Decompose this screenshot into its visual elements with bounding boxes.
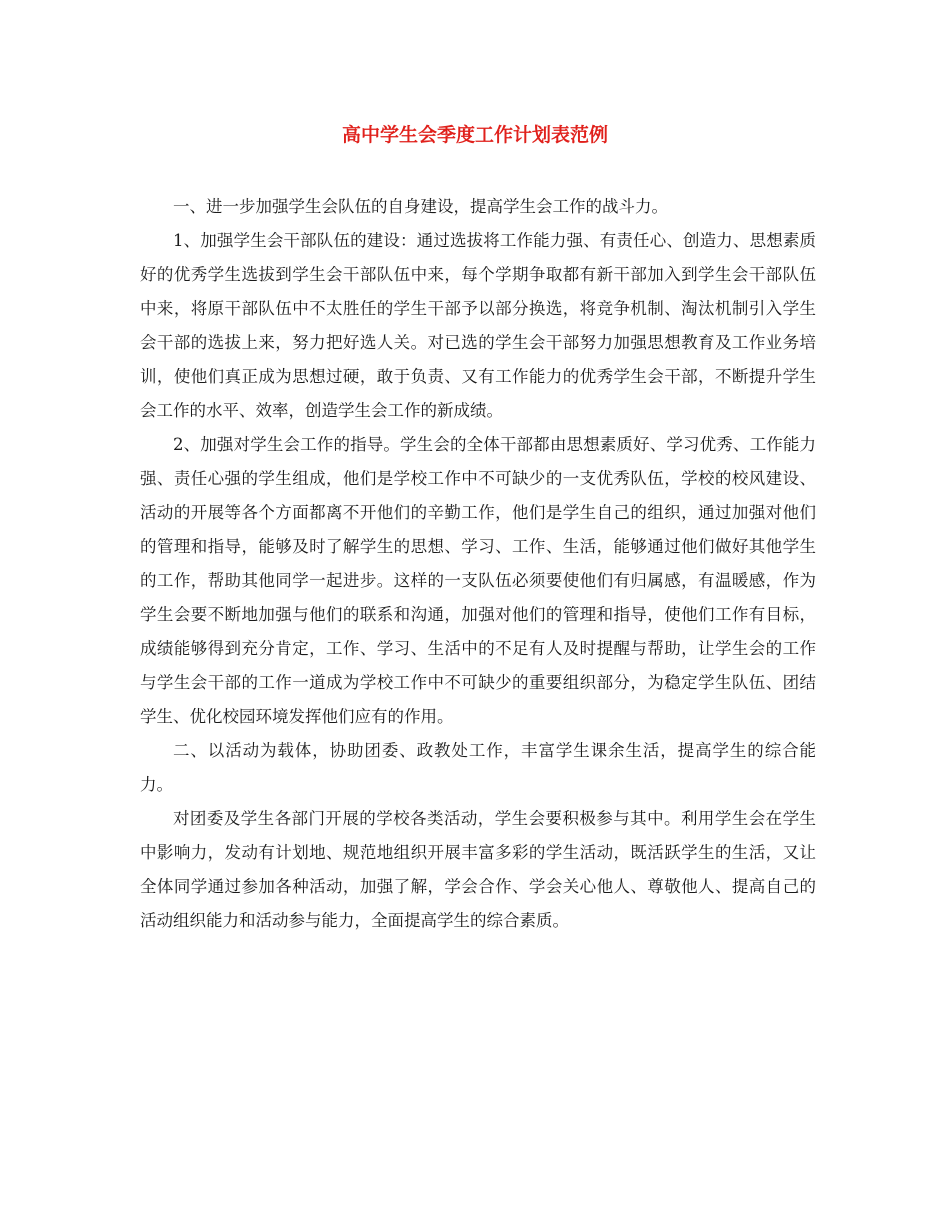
paragraph-item-one: 1、加强学生会干部队伍的建设：通过选拔将工作能力强、有责任心、创造力、思想素质好的优秀学生选拔到学生会干部队伍中来，每个学期争取都有新干部加入到学生会干部队伍中来，将原干部队伍中不太胜任的学生干部予以部分换选，将竞争机制、淘汰机制引入学生会干部的选拔上来，努力把好选人关。对已选的学生会干部努力加强思想教育及工作业务培训，使他们真正成为思想过硬，敢于负责、又有工作能力的优秀学生会干部，不断提升学生会工作的水平、效率，创造学生会工作的新成绩。 — [140, 231, 816, 420]
paragraph-activities: 对团委及学生各部门开展的学校各类活动，学生会要积极参与其中。利用学生会在学生中影响力，发动有计划地、规范地组织开展丰富多彩的学生活动，既活跃学生的生活，又让全体同学通过参加各种活动，加强了解，学会合作、学会关心他人、尊敬他人、提高自己的活动组织能力和活动参与能力，全面提高学生的综合素质。 — [140, 809, 816, 930]
document-title: 高中学生会季度工作计划表范例 — [341, 124, 608, 146]
paragraph-item-two: 2、加强对学生会工作的指导。学生会的全体干部都由思想素质好、学习优秀、工作能力强、责任心强的学生组成，他们是学校工作中不可缺少的一支优秀队伍，学校的校风建设、活动的开展等各个方面都离不开他们的辛勤工作，他们是学生自己的组织，通过加强对他们的管理和指导，能够及时了解学生的思想、学习、工作、生活，能够通过他们做好其他学生的工作，帮助其他同学一起进步。这样的一支队伍必须要使他们有归属感，有温暖感，作为学生会要不断地加强与他们的联系和沟通，加强对他们的管理和指导，使他们工作有目标，成绩能够得到充分肯定，工作、学习、生活中的不足有人及时提醒与帮助，让学生会的工作与学生会干部的工作一道成为学校工作中不可缺少的重要组织部分，为稳定学生队伍、团结学生、优化校园环境发挥他们应有的作用。 — [140, 435, 816, 726]
document-body — [140, 190, 816, 938]
paragraph-section-two-heading: 二、以活动为载体，协助团委、政教处工作，丰富学生课余生活，提高学生的综合能力。 — [140, 741, 816, 794]
paragraph-section-one-heading: 一、进一步加强学生会队伍的自身建设，提高学生会工作的战斗力。 — [173, 197, 668, 216]
